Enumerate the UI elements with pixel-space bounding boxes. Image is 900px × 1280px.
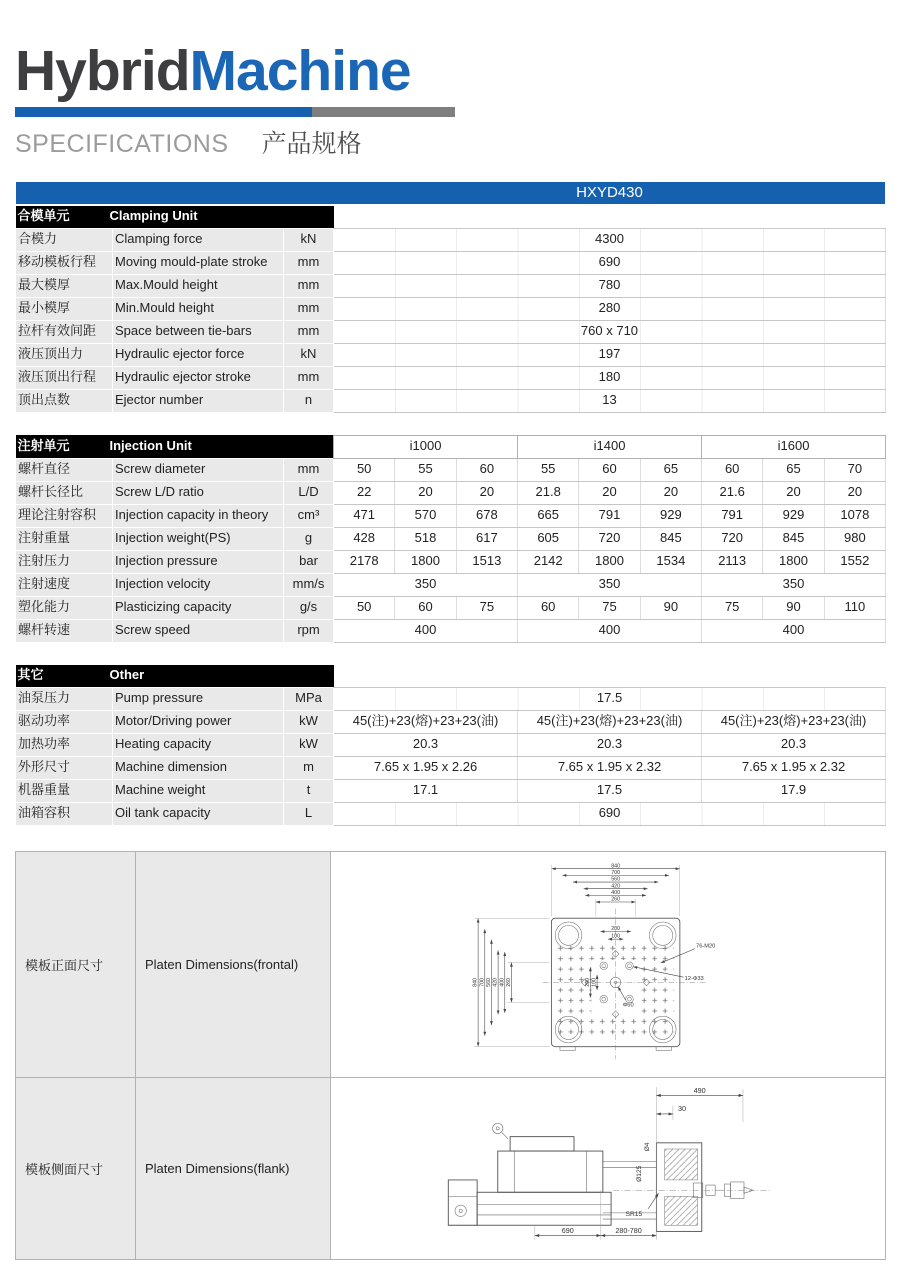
row-value: 110 xyxy=(824,596,885,619)
row-value: 17.1 xyxy=(334,779,518,802)
row-label-en: Hydraulic ejector stroke xyxy=(113,366,284,389)
spec-row xyxy=(16,366,886,389)
row-value: 570 xyxy=(395,504,456,527)
row-value: 75 xyxy=(702,596,763,619)
row-label-cn: 加热功率 xyxy=(16,733,113,756)
row-value: 690 xyxy=(334,802,886,825)
frontal-label-en: Platen Dimensions(frontal) xyxy=(136,851,331,1077)
row-value: 720 xyxy=(579,527,640,550)
spec-row xyxy=(16,481,886,504)
row-value: 665 xyxy=(518,504,579,527)
row-label-en: Moving mould-plate stroke xyxy=(113,251,284,274)
row-label-cn: 外形尺寸 xyxy=(16,756,113,779)
model-name: HXYD430 xyxy=(576,184,643,202)
row-label-en: Plasticizing capacity xyxy=(113,596,284,619)
spec-row xyxy=(16,710,886,733)
dim-label: 700 xyxy=(610,870,620,877)
row-value: 7.65 x 1.95 x 2.26 xyxy=(334,756,518,779)
row-unit: kW xyxy=(284,733,334,756)
row-value: 20 xyxy=(640,481,701,504)
dim-label: 560 xyxy=(610,876,620,883)
row-value: 929 xyxy=(640,504,701,527)
row-value: 350 xyxy=(334,573,518,596)
dim-label: 260 xyxy=(505,978,512,987)
dim-label: SR15 xyxy=(625,1210,643,1218)
section-header-row xyxy=(16,435,886,458)
dim-label: 400 xyxy=(498,978,505,987)
row-value: 60 xyxy=(579,458,640,481)
row-unit: mm/s xyxy=(284,573,334,596)
row-value: 1800 xyxy=(579,550,640,573)
row-value: 350 xyxy=(518,573,702,596)
row-label-en: Heating capacity xyxy=(113,733,284,756)
row-label-en: Machine weight xyxy=(113,779,284,802)
row-unit: cm³ xyxy=(284,504,334,527)
row-value: 1078 xyxy=(824,504,885,527)
row-unit: MPa xyxy=(284,687,334,710)
dim-label: 700 xyxy=(478,978,485,987)
dim-label: 420 xyxy=(492,978,499,987)
spec-row xyxy=(16,274,886,297)
row-value: 70 xyxy=(824,458,885,481)
section-label-cn: 合模单元 xyxy=(17,208,70,224)
dim-label: 260 xyxy=(610,896,620,903)
row-label-cn: 理论注射容积 xyxy=(16,504,113,527)
row-label-en: Ejector number xyxy=(113,389,284,412)
tapped-hole-grid xyxy=(557,945,591,1038)
row-label-cn: 塑化能力 xyxy=(16,596,113,619)
row-value: 791 xyxy=(702,504,763,527)
machine-side-outline xyxy=(448,1123,769,1231)
row-unit: t xyxy=(284,779,334,802)
row-value: 617 xyxy=(456,527,517,550)
row-value: 605 xyxy=(518,527,579,550)
row-value: 55 xyxy=(518,458,579,481)
title-underline xyxy=(15,107,455,117)
spec-row xyxy=(16,458,886,481)
row-label-cn: 液压顶出力 xyxy=(16,343,113,366)
top-dimension-chains xyxy=(551,864,679,917)
row-label-en: Max.Mould height xyxy=(113,274,284,297)
dim-label: 280-780 xyxy=(615,1225,642,1235)
spec-row xyxy=(16,596,886,619)
row-unit: L/D xyxy=(284,481,334,504)
clamping-unit-table xyxy=(15,182,886,413)
injection-model-i1000: i1000 xyxy=(334,435,518,458)
row-value: 20 xyxy=(395,481,456,504)
center-hole-note: Φ60 xyxy=(622,1002,634,1009)
section-label-cn: 其它 xyxy=(17,667,44,683)
row-value: 20 xyxy=(824,481,885,504)
row-value: 400 xyxy=(518,619,702,642)
platen-foot-left xyxy=(559,1047,574,1051)
row-label-en: Oil tank capacity xyxy=(113,802,284,825)
row-value: 65 xyxy=(763,458,824,481)
row-unit: mm xyxy=(284,274,334,297)
dim-label: Ø4 xyxy=(644,1142,652,1152)
spec-row xyxy=(16,527,886,550)
row-label-en: Pump pressure xyxy=(113,687,284,710)
spec-row xyxy=(16,320,886,343)
row-value: 780 xyxy=(334,274,886,297)
platen-foot-right xyxy=(656,1047,671,1051)
row-value: 60 xyxy=(702,458,763,481)
row-value: 1534 xyxy=(640,550,701,573)
row-unit: mm xyxy=(284,297,334,320)
section-label-cn: 注射单元 xyxy=(17,437,70,453)
row-label-cn: 螺杆直径 xyxy=(16,458,113,481)
row-unit: kN xyxy=(284,343,334,366)
flank-label-en: Platen Dimensions(flank) xyxy=(136,1077,331,1259)
row-unit: mm xyxy=(284,320,334,343)
row-value: 21.6 xyxy=(702,481,763,504)
row-value: 20.3 xyxy=(518,733,702,756)
dim-label: 30 xyxy=(678,1103,687,1113)
row-label-en: Injection capacity in theory xyxy=(113,504,284,527)
row-label-en: Screw speed xyxy=(113,619,284,642)
row-value: 2178 xyxy=(334,550,395,573)
section-header-injection xyxy=(16,435,334,458)
section-header-row xyxy=(16,665,886,688)
row-value: 20 xyxy=(456,481,517,504)
center-dimensions xyxy=(584,926,630,998)
row-unit: mm xyxy=(284,251,334,274)
page-title xyxy=(15,40,885,103)
page-subtitle xyxy=(15,124,885,160)
row-label-en: Screw L/D ratio xyxy=(113,481,284,504)
row-label-cn: 最小模厚 xyxy=(16,297,113,320)
row-value: 2113 xyxy=(702,550,763,573)
dim-label: 690 xyxy=(561,1225,574,1235)
row-value: 1513 xyxy=(456,550,517,573)
row-label-cn: 顶出点数 xyxy=(16,389,113,412)
section-header-row xyxy=(16,205,886,229)
row-value: 90 xyxy=(763,596,824,619)
subtitle-en: SPECIFICATIONS xyxy=(15,129,229,158)
spec-row xyxy=(16,619,886,642)
row-label-cn: 螺杆转速 xyxy=(16,619,113,642)
row-value: 350 xyxy=(702,573,886,596)
row-label-cn: 驱动功率 xyxy=(16,710,113,733)
row-unit: L xyxy=(284,802,334,825)
dim-label: 490 xyxy=(693,1085,706,1095)
other-table xyxy=(15,665,886,826)
dim-label: 560 xyxy=(485,978,492,987)
row-label-en: Injection weight(PS) xyxy=(113,527,284,550)
row-unit: g/s xyxy=(284,596,334,619)
row-value: 791 xyxy=(579,504,640,527)
row-unit: n xyxy=(284,389,334,412)
row-value: 7.65 x 1.95 x 2.32 xyxy=(518,756,702,779)
frontal-label-cn: 模板正面尺寸 xyxy=(16,851,136,1077)
spec-row xyxy=(16,779,886,802)
spec-row xyxy=(16,389,886,412)
row-value: 20.3 xyxy=(334,733,518,756)
row-value: 17.5 xyxy=(518,779,702,802)
row-value: 50 xyxy=(334,458,395,481)
row-value: 20.3 xyxy=(702,733,886,756)
spec-row xyxy=(16,228,886,251)
left-dimension-chains xyxy=(472,919,549,1047)
row-value: 17.5 xyxy=(334,687,886,710)
row-value: 22 xyxy=(334,481,395,504)
row-value: 20 xyxy=(579,481,640,504)
row-value: 20 xyxy=(763,481,824,504)
row-value: 471 xyxy=(334,504,395,527)
row-value: 2142 xyxy=(518,550,579,573)
diagram-row-frontal xyxy=(16,851,886,1077)
underline-blue-segment xyxy=(15,107,312,117)
row-value: 60 xyxy=(395,596,456,619)
subtitle-cn: 产品规格 xyxy=(261,129,362,158)
row-label-en: Min.Mould height xyxy=(113,297,284,320)
row-label-en: Screw diameter xyxy=(113,458,284,481)
title-hybrid: Hybrid xyxy=(15,39,190,103)
row-value: 55 xyxy=(395,458,456,481)
dim-label: Ø125 xyxy=(635,1165,643,1182)
row-value: 75 xyxy=(456,596,517,619)
row-label-cn: 液压顶出行程 xyxy=(16,366,113,389)
row-label-cn: 拉杆有效间距 xyxy=(16,320,113,343)
injection-model-i1400: i1400 xyxy=(518,435,702,458)
row-value: 518 xyxy=(395,527,456,550)
dim-label: 840 xyxy=(472,978,479,987)
row-label-en: Machine dimension xyxy=(113,756,284,779)
flank-diagram-cell xyxy=(331,1077,886,1259)
row-label-en: Injection velocity xyxy=(113,573,284,596)
section-label-en: Injection Unit xyxy=(109,437,192,453)
row-value: 7.65 x 1.95 x 2.32 xyxy=(702,756,886,779)
row-value: 45(注)+23(熔)+23+23(油) xyxy=(518,710,702,733)
row-value: 65 xyxy=(640,458,701,481)
spec-row xyxy=(16,297,886,320)
row-value: 845 xyxy=(640,527,701,550)
dim-label: 400 xyxy=(610,890,620,897)
section-label-en: Other xyxy=(109,667,145,683)
flank-platen-diagram xyxy=(438,1081,778,1251)
spec-row xyxy=(16,550,886,573)
model-header-row xyxy=(16,182,886,205)
row-unit: kN xyxy=(284,228,334,251)
model-header xyxy=(16,182,886,205)
row-label-cn: 油箱容积 xyxy=(16,802,113,825)
row-unit: mm xyxy=(284,458,334,481)
row-value: 60 xyxy=(518,596,579,619)
row-label-cn: 机器重量 xyxy=(16,779,113,802)
row-value: 4300 xyxy=(334,228,886,251)
row-value: 280 xyxy=(334,297,886,320)
flank-dimensions xyxy=(535,1086,743,1240)
dim-label: 200 xyxy=(584,978,591,987)
spec-row xyxy=(16,573,886,596)
row-unit: kW xyxy=(284,710,334,733)
dim-label: 100 xyxy=(591,978,598,987)
spec-row xyxy=(16,504,886,527)
row-value: 690 xyxy=(334,251,886,274)
underline-gray-segment xyxy=(312,107,455,117)
row-unit: g xyxy=(284,527,334,550)
injection-unit-table xyxy=(15,435,886,643)
row-value: 197 xyxy=(334,343,886,366)
frontal-platen-diagram xyxy=(461,859,756,1064)
row-unit: rpm xyxy=(284,619,334,642)
spec-row xyxy=(16,251,886,274)
row-value: 180 xyxy=(334,366,886,389)
dim-label: 840 xyxy=(610,863,620,870)
diagram-row-flank xyxy=(16,1077,886,1259)
frontal-diagram-cell xyxy=(331,851,886,1077)
row-value: 50 xyxy=(334,596,395,619)
row-label-en: Hydraulic ejector force xyxy=(113,343,284,366)
flank-label-cn: 模板侧面尺寸 xyxy=(16,1077,136,1259)
platen-diagrams-table xyxy=(15,851,886,1260)
row-label-en: Clamping force xyxy=(113,228,284,251)
dim-label: 100 xyxy=(610,933,620,940)
row-label-cn: 螺杆长径比 xyxy=(16,481,113,504)
section-header-spacer xyxy=(334,205,886,229)
spec-row xyxy=(16,687,886,710)
row-label-cn: 注射重量 xyxy=(16,527,113,550)
row-label-en: Space between tie-bars xyxy=(113,320,284,343)
page-header xyxy=(15,0,885,160)
row-value: 90 xyxy=(640,596,701,619)
row-label-en: Injection pressure xyxy=(113,550,284,573)
hole-pattern-note: 12-Φ33 xyxy=(684,976,704,983)
row-value: 1800 xyxy=(763,550,824,573)
bolt-pattern-note: 76-M20 xyxy=(695,943,715,950)
row-value: 678 xyxy=(456,504,517,527)
row-value: 929 xyxy=(763,504,824,527)
row-value: 1552 xyxy=(824,550,885,573)
row-value: 400 xyxy=(702,619,886,642)
row-label-cn: 注射压力 xyxy=(16,550,113,573)
row-value: 980 xyxy=(824,527,885,550)
title-machine: Machine xyxy=(189,39,411,103)
row-unit: mm xyxy=(284,366,334,389)
spec-row xyxy=(16,756,886,779)
spec-row xyxy=(16,733,886,756)
row-value: 428 xyxy=(334,527,395,550)
section-header-clamping xyxy=(16,205,334,229)
row-label-en: Motor/Driving power xyxy=(113,710,284,733)
row-value: 760 x 710 xyxy=(334,320,886,343)
spec-row xyxy=(16,802,886,825)
row-value: 45(注)+23(熔)+23+23(油) xyxy=(702,710,886,733)
row-value: 845 xyxy=(763,527,824,550)
row-value: 75 xyxy=(579,596,640,619)
row-unit: bar xyxy=(284,550,334,573)
row-value: 720 xyxy=(702,527,763,550)
section-header-other xyxy=(16,665,334,688)
row-label-cn: 移动模板行程 xyxy=(16,251,113,274)
row-value: 1800 xyxy=(395,550,456,573)
row-value: 45(注)+23(熔)+23+23(油) xyxy=(334,710,518,733)
tapped-hole-grid xyxy=(639,945,673,1038)
row-label-cn: 最大模厚 xyxy=(16,274,113,297)
spec-row xyxy=(16,343,886,366)
row-value: 21.8 xyxy=(518,481,579,504)
row-label-cn: 油泵压力 xyxy=(16,687,113,710)
row-value: 13 xyxy=(334,389,886,412)
row-unit: m xyxy=(284,756,334,779)
section-header-spacer xyxy=(334,665,886,688)
dim-label: 200 xyxy=(610,926,620,933)
row-label-cn: 注射速度 xyxy=(16,573,113,596)
row-value: 400 xyxy=(334,619,518,642)
row-value: 17.9 xyxy=(702,779,886,802)
row-value: 60 xyxy=(456,458,517,481)
injection-model-i1600: i1600 xyxy=(702,435,886,458)
dim-label: 420 xyxy=(610,883,620,890)
section-label-en: Clamping Unit xyxy=(109,208,198,224)
row-label-cn: 合模力 xyxy=(16,228,113,251)
